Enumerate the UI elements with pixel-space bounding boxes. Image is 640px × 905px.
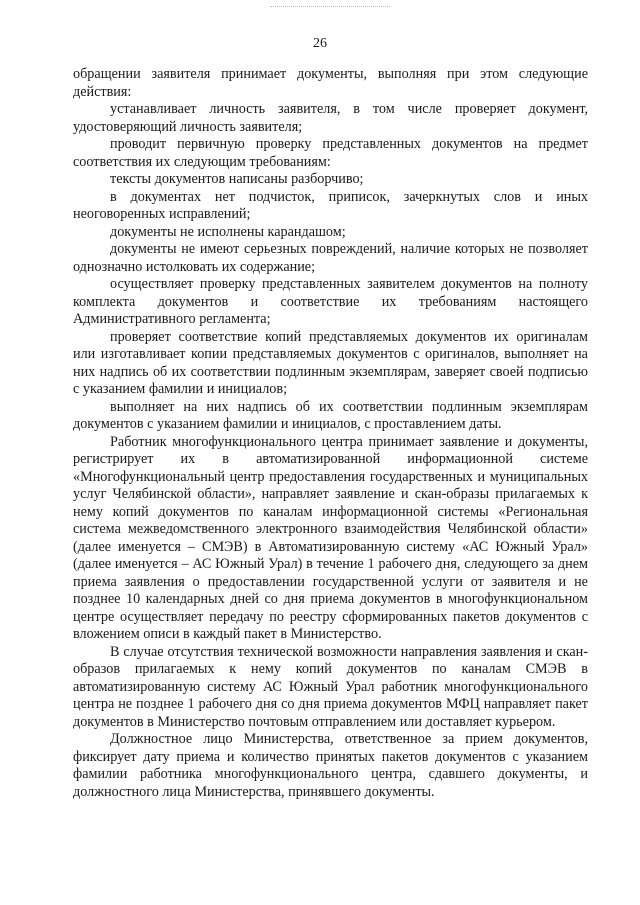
paragraph: Должностное лицо Министерства, ответственное за прием документов, фиксирует дату приема и количество принятых пакетов документов с указанием фамилии работника многофункционального центра, сдавшего документы, и должностного лица Министерства, принявшего документы. xyxy=(73,731,588,800)
document-body xyxy=(73,66,588,801)
paragraph: осуществляет проверку представленных заявителем документов на полноту комплекта документов и соответствие их требованиям настоящего Административного регламента; xyxy=(73,276,588,327)
paragraph: Работник многофункционального центра принимает заявление и документы, регистрирует их в автоматизированной информационной системе «Многофункциональный центр предоставления государственных и муниципальных услуг Челябинской области», направляет заявление и скан-образы прилагаемых к нему копий документов по каналам информационной системы «Региональная система межведомственного электронного взаимодействия Челябинской области» (далее именуется – СМЭВ) в Автоматизированную систему «АС Южный Урал» (далее именуется – АС Южный Урал) в течение 1 рабочего дня, следующего за днем приема заявления о предоставлении государственной услуги от заявителя и не позднее 10 календарных дней со дня приема документов в многофункциональном центре осуществляет передачу по реестру сформированных пакетов документов с вложением описи в каждый пакет в Министерство. xyxy=(73,433,588,642)
paragraph: тексты документов написаны разборчиво; xyxy=(110,171,364,187)
paragraph: В случае отсутствия технической возможности направления заявления и скан-образов прилагаемых к нему копий документов по каналам СМЭВ в автоматизированную систему АС Южный Урал работник многофункционального центра не позднее 1 рабочего дня со дня приема документов МФЦ направляет пакет документов в Министерство почтовым отправлением или доставляет курьером. xyxy=(73,643,588,730)
paragraph: в документах нет подчисток, приписок, зачеркнутых слов и иных неоговоренных исправлений; xyxy=(73,188,588,222)
paragraph: проводит первичную проверку представленных документов на предмет соответствия их следующим требованиям: xyxy=(73,136,588,170)
scan-artifact xyxy=(270,6,390,11)
page-number: 26 xyxy=(313,36,327,51)
paragraph: проверяет соответствие копий представляемых документов их оригиналам или изготавливает копии представляемых документов с оригиналов, выполняет на них надпись об их соответствии подлинным экземплярам, заверяет своей подписью с указанием фамилии и инициалов; xyxy=(73,328,588,397)
paragraph: устанавливает личность заявителя, в том числе проверяет документ, удостоверяющий личность заявителя; xyxy=(73,101,588,135)
paragraph: документы не имеют серьезных повреждений, наличие которых не позволяет однозначно истолковать их содержание; xyxy=(73,241,588,275)
paragraph: выполняет на них надпись об их соответствии подлинным экземплярам документов с указанием фамилии и инициалов, с проставлением даты. xyxy=(73,398,588,432)
paragraph: обращении заявителя принимает документы, выполняя при этом следующие действия: xyxy=(73,66,588,100)
paragraph: документы не исполнены карандашом; xyxy=(110,223,346,240)
